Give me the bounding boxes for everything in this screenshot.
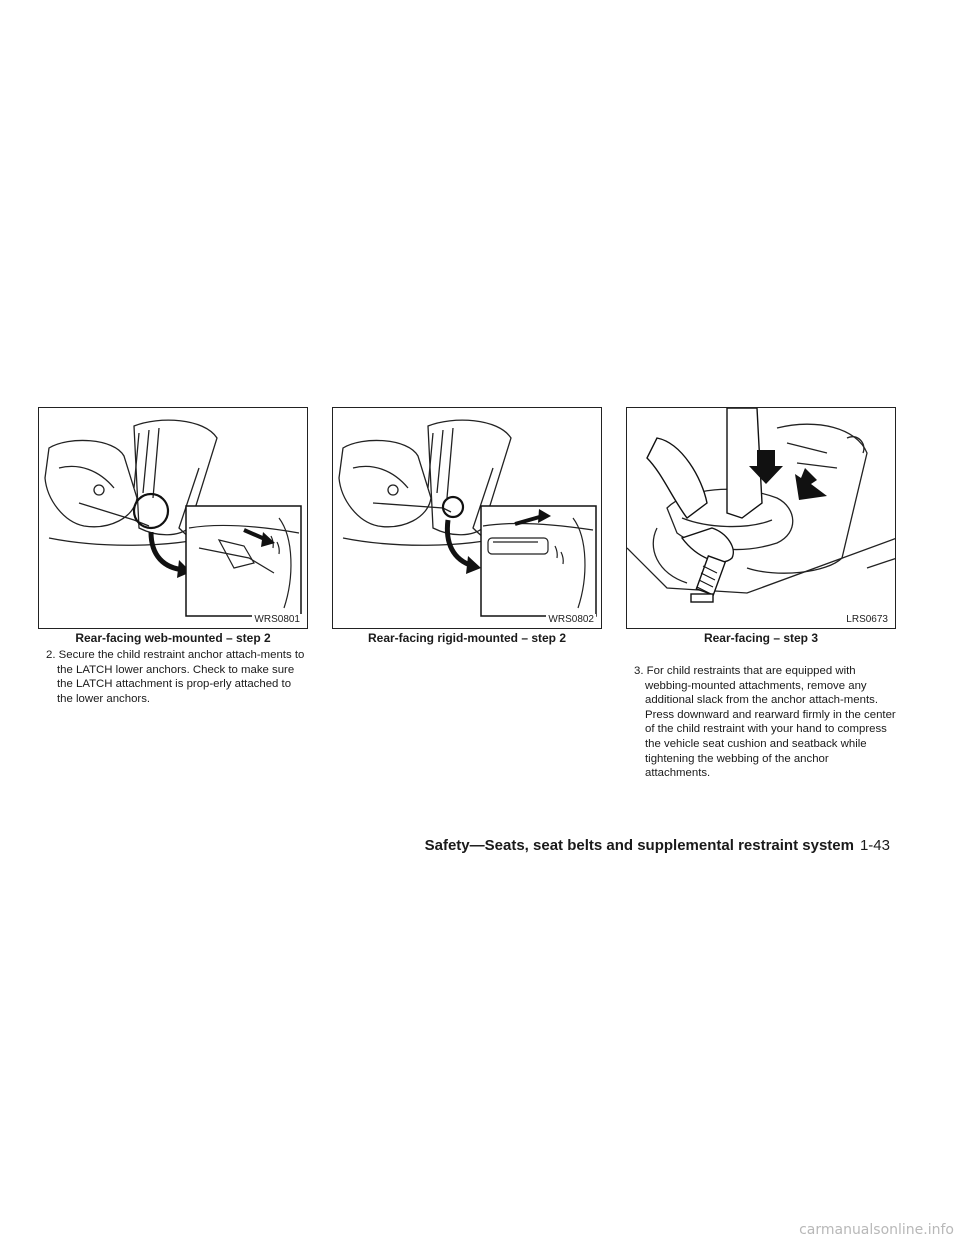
figure-caption: Rear-facing – step 3 [703,631,819,645]
figure-code: WRS0802 [548,614,594,625]
watermark: carmanualsonline.info [799,1222,954,1238]
figure-code: WRS0801 [254,614,300,625]
page-footer [425,837,890,854]
figure-rigid-mounted [332,407,602,629]
figure-caption: Rear-facing web-mounted – step 2 [75,631,271,645]
hands-pressing-illustration [627,408,896,629]
child-seat-illustration-2 [333,408,602,629]
page-number: 1-43 [859,837,890,854]
step-2-text-block [46,648,308,706]
section-title: Safety—Seats, seat belts and supplemental restraint system [424,837,854,854]
figure-caption: Rear-facing rigid-mounted – step 2 [367,631,567,645]
step-2-paragraph: 2. Secure the child restraint anchor attach-ments to the LATCH lower anchors. Check to make sure the LATCH attachment is prop-erly attached to the lower anchors. [46,649,305,705]
figure-code: LRS0673 [846,614,888,625]
step-3-text-block [634,664,896,781]
step-3-paragraph: 3. For child restraints that are equipped with webbing-mounted attachments, remove any additional slack from the anchor attach-ments. Press downward and rearward firmly in the center of the child restraint with your hand to compress the vehicle seat cushion and seatback while tightening the webbing of the anchor attachments. [634,665,896,780]
figure-web-mounted [38,407,308,629]
child-seat-illustration-1 [39,408,308,629]
figure-step-3 [626,407,896,629]
